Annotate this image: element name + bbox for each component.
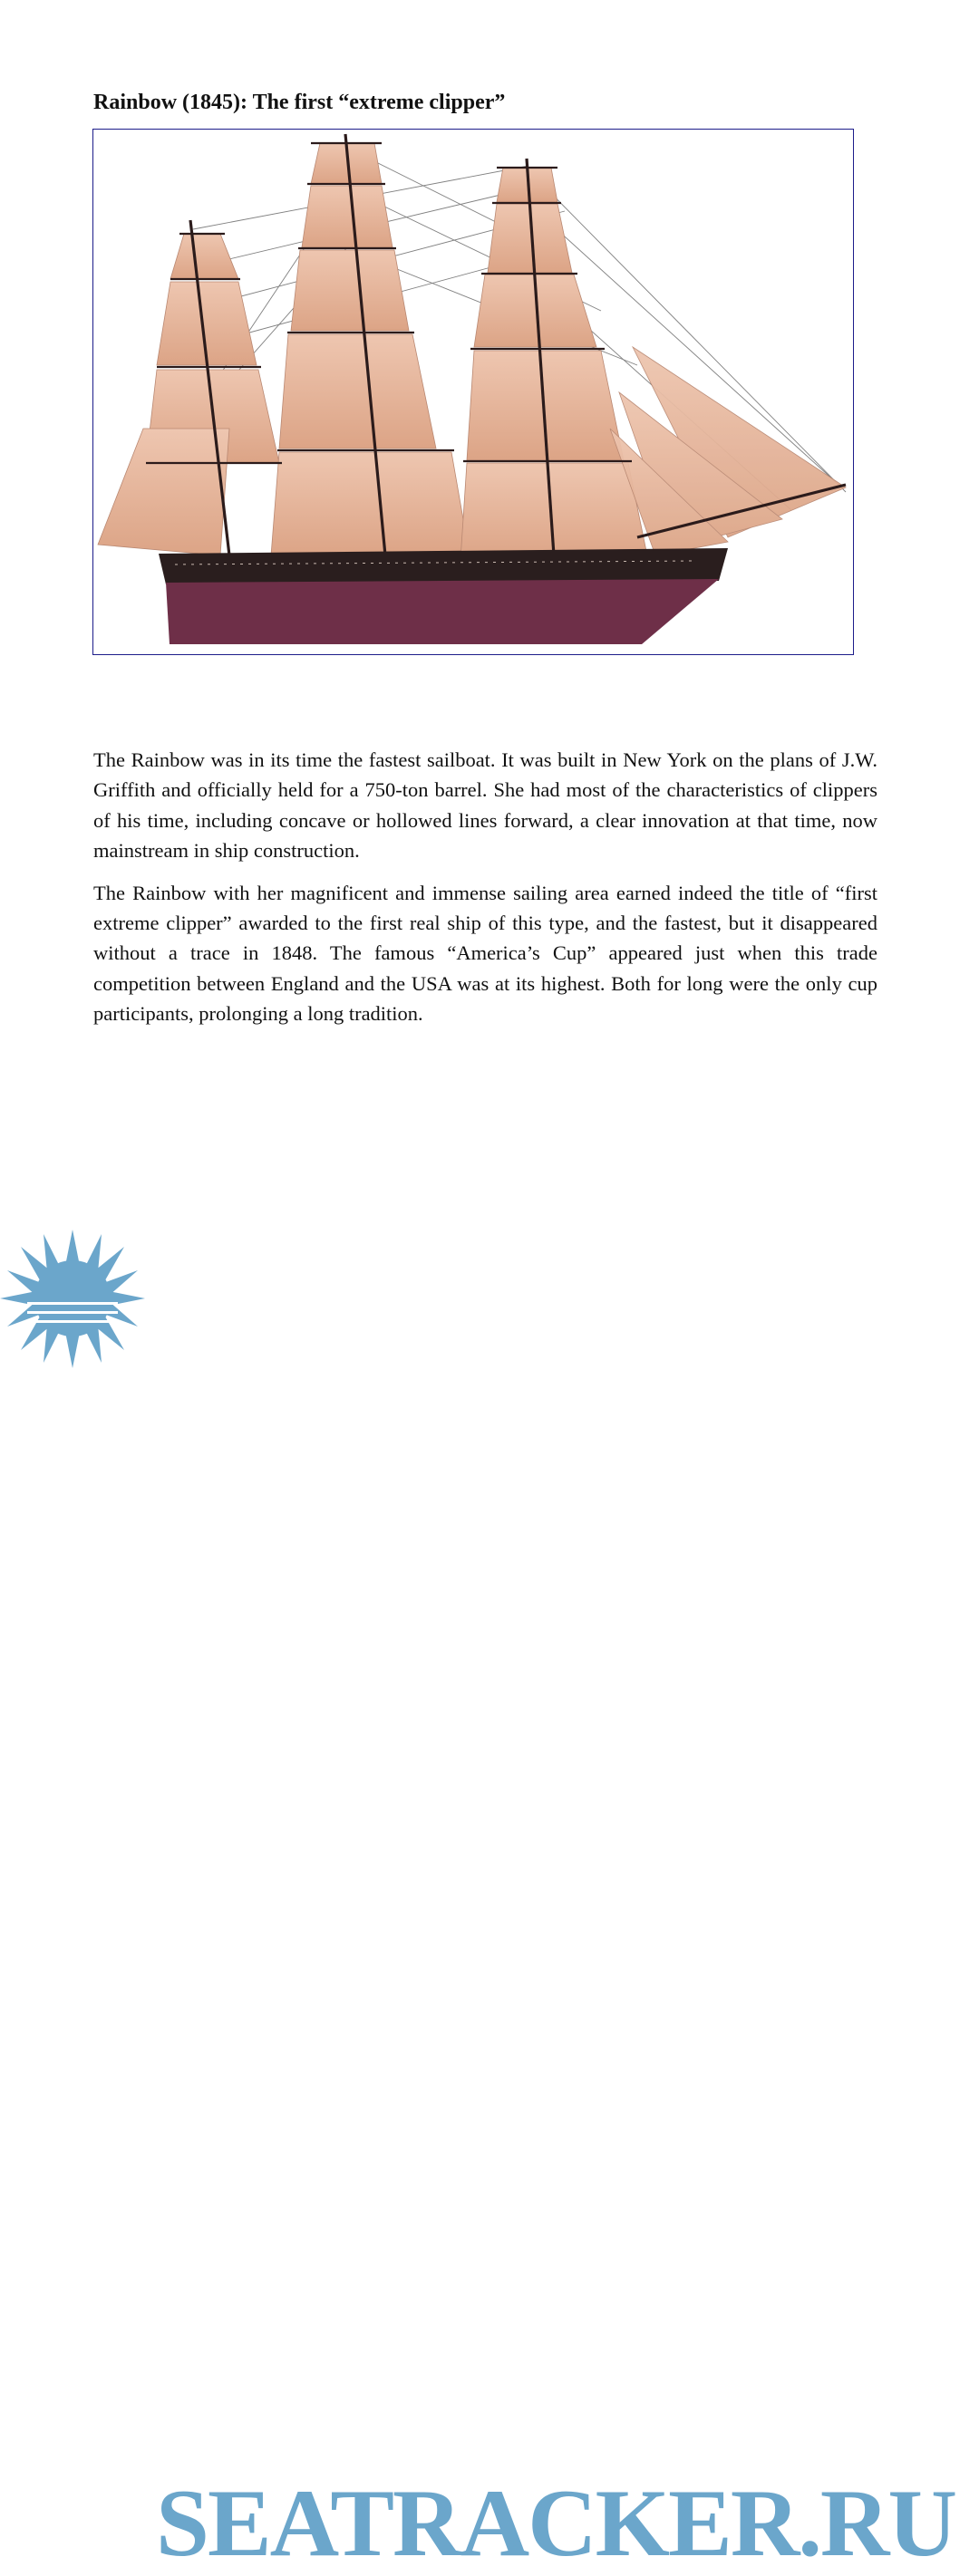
- article-body: [93, 745, 877, 1041]
- paragraph-1: The Rainbow was in its time the fastest sailboat. It was built in New York on the plans of J.W. Griffith and officially held for a 750-ton barrel. She had most of the characteristics of clippers of his time, including concave or hollowed lines forward, a clear innovation at that time, now mainstream in ship construction.: [93, 748, 877, 863]
- clipper-ship-illustration: [93, 130, 854, 655]
- footer: [0, 1225, 979, 2576]
- brand-logo-text: SEATRACKER.RU: [156, 2470, 955, 2576]
- paragraph-2: The Rainbow with her magnificent and immense sailing area earned indeed the title of “first extreme clipper” awarded to the first real ship of this type, and the fastest, but it disappeared without a trace in 1848. The famous “America’s Cup” appeared just when this trade competition between England and the USA was at its highest. Both for long were the only cup participants, prolonging a long tradition.: [93, 881, 877, 1026]
- ship-figure: [92, 129, 854, 655]
- sun-logo-icon: [0, 1225, 154, 1373]
- page-title: Rainbow (1845): The first “extreme clipper”: [93, 91, 506, 114]
